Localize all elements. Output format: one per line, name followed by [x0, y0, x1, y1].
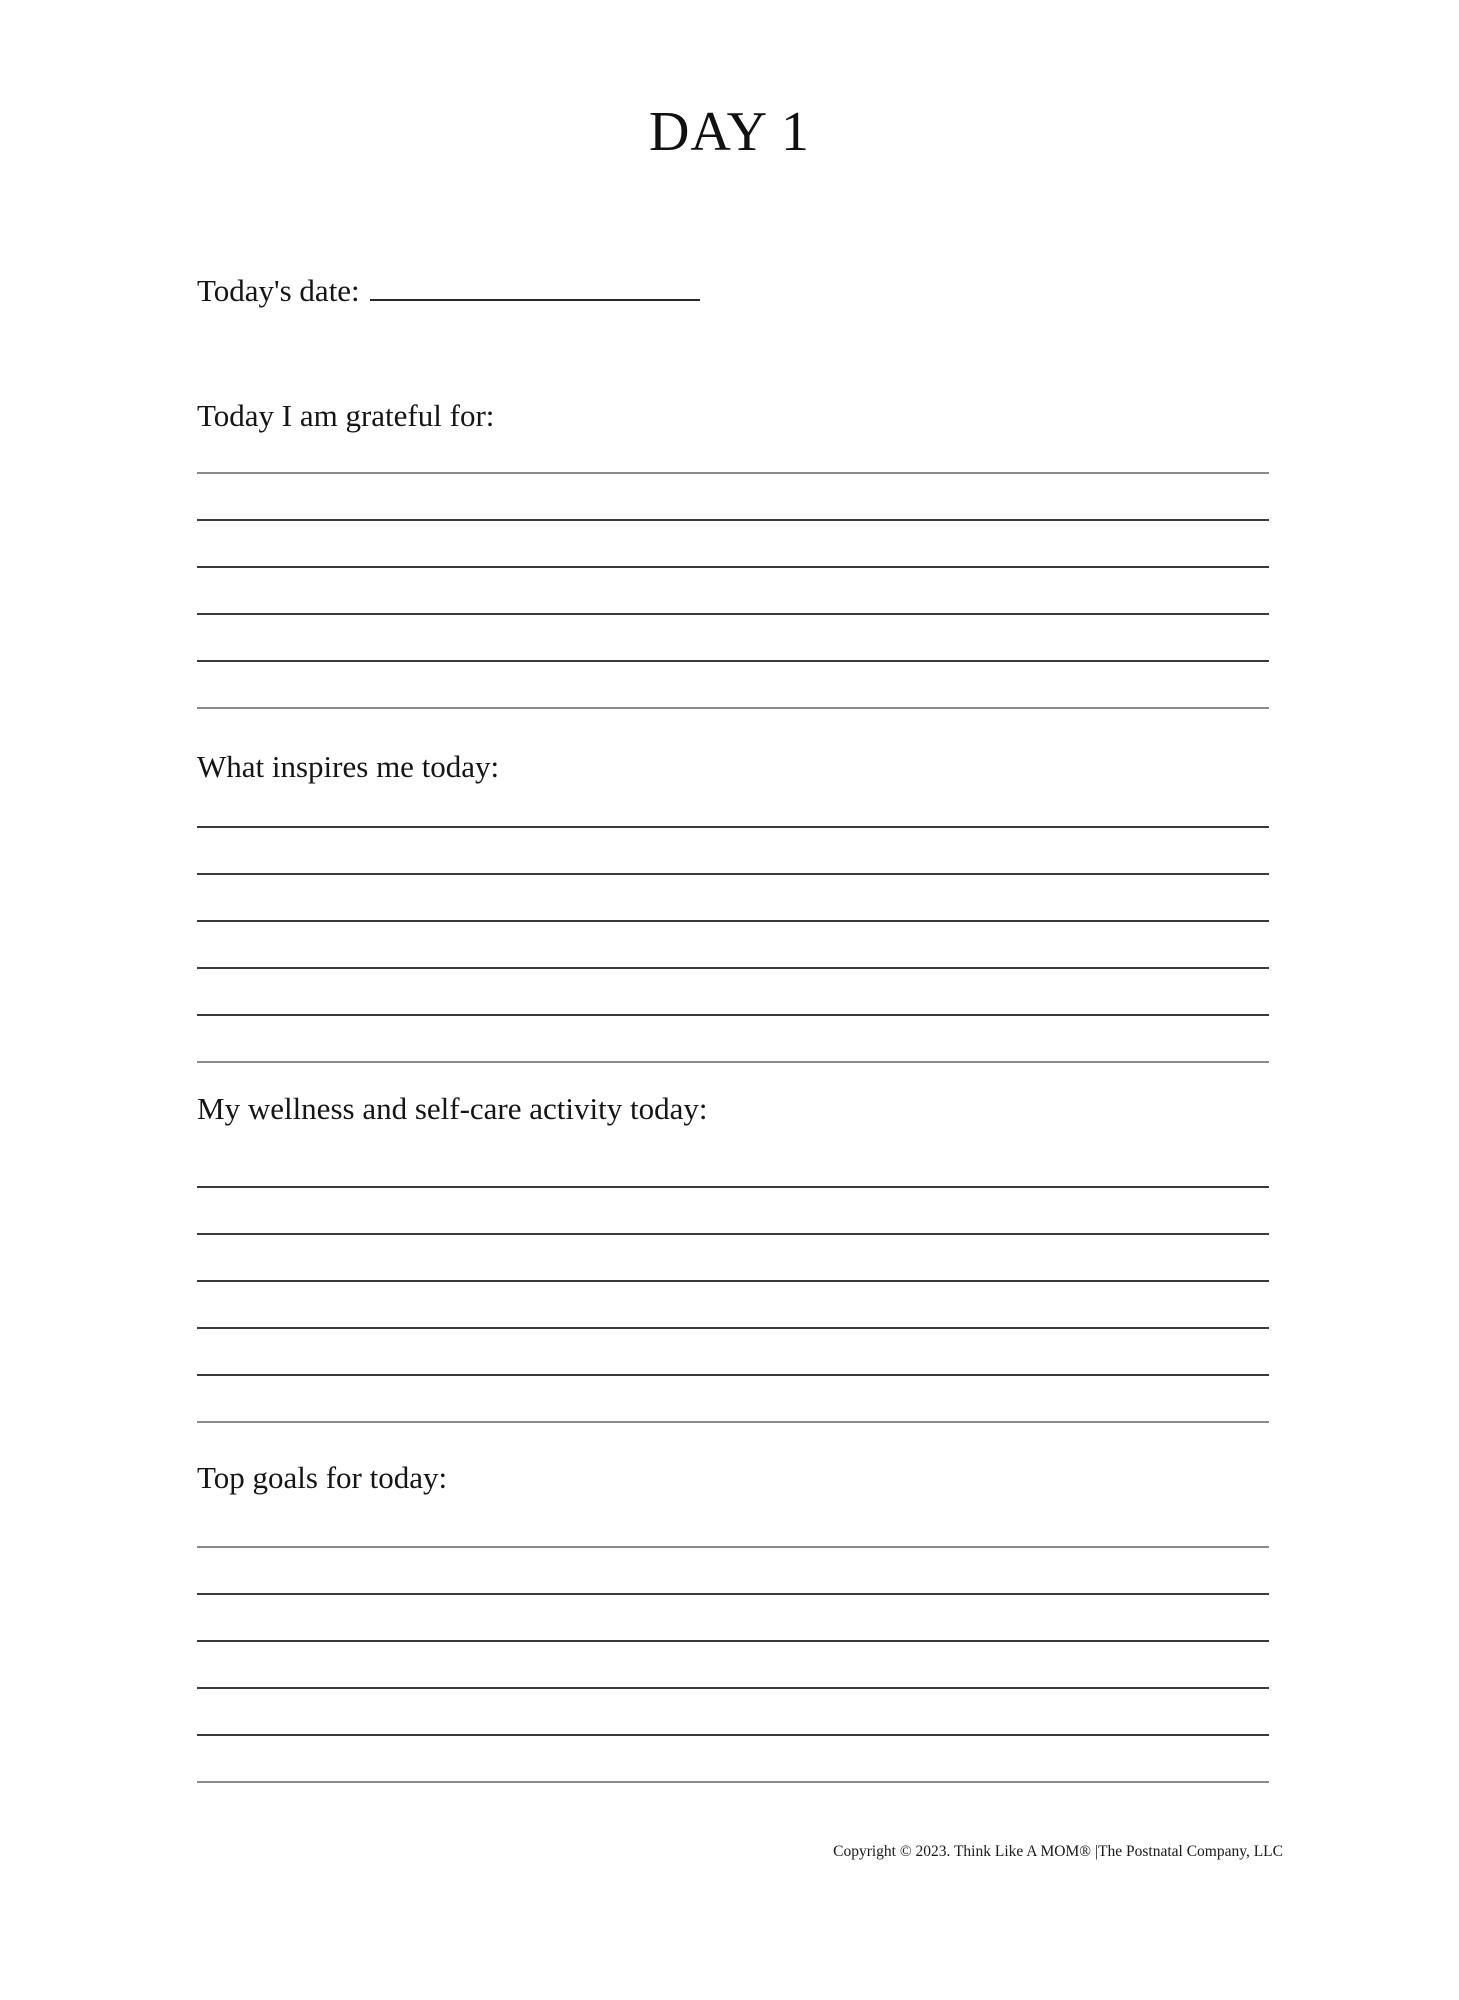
writing-line[interactable] — [197, 613, 1269, 615]
section-heading-grateful: Today I am grateful for: — [197, 398, 495, 433]
writing-line[interactable] — [197, 873, 1269, 875]
writing-line[interactable] — [197, 1421, 1269, 1423]
date-blank-line[interactable] — [370, 299, 700, 301]
writing-line[interactable] — [197, 1546, 1269, 1548]
writing-line[interactable] — [197, 1781, 1269, 1783]
writing-line[interactable] — [197, 1593, 1269, 1595]
writing-line[interactable] — [197, 1233, 1269, 1235]
writing-line[interactable] — [197, 1186, 1269, 1188]
writing-line[interactable] — [197, 1327, 1269, 1329]
writing-line[interactable] — [197, 1640, 1269, 1642]
writing-line[interactable] — [197, 566, 1269, 568]
date-label: Today's date: — [197, 273, 360, 308]
writing-line[interactable] — [197, 1280, 1269, 1282]
section-heading-goals: Top goals for today: — [197, 1460, 448, 1495]
writing-line[interactable] — [197, 967, 1269, 969]
page-title: DAY 1 — [648, 101, 811, 163]
writing-line[interactable] — [197, 1014, 1269, 1016]
date-field[interactable] — [197, 275, 700, 306]
writing-line[interactable] — [197, 519, 1269, 521]
writing-line[interactable] — [197, 1687, 1269, 1689]
writing-line[interactable] — [197, 472, 1269, 474]
writing-line[interactable] — [197, 660, 1269, 662]
section-heading-wellness: My wellness and self-care activity today: — [197, 1091, 708, 1126]
writing-line[interactable] — [197, 1374, 1269, 1376]
writing-line[interactable] — [197, 1061, 1269, 1063]
writing-line[interactable] — [197, 707, 1269, 709]
section-heading-inspires: What inspires me today: — [197, 749, 500, 784]
writing-line[interactable] — [197, 1734, 1269, 1736]
writing-line[interactable] — [197, 826, 1269, 828]
copyright-footer: Copyright © 2023. Think Like A MOM® |The Postnatal Company, LLC — [833, 1843, 1283, 1860]
writing-line[interactable] — [197, 920, 1269, 922]
